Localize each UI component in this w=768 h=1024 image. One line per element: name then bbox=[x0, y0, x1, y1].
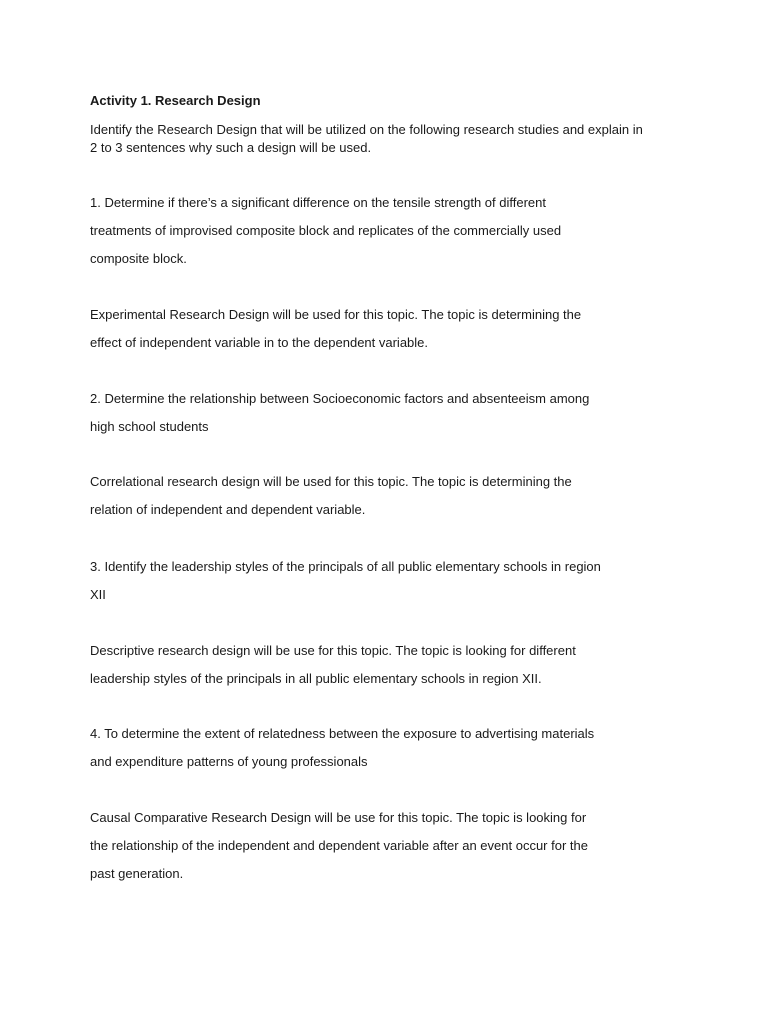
question-3-line: XII bbox=[90, 587, 106, 602]
answer-4-line: past generation. bbox=[90, 866, 184, 881]
question-1-line: treatments of improvised composite block and replicates of the commercially used bbox=[90, 223, 562, 238]
question-4-line: and expenditure patterns of young professionals bbox=[90, 754, 368, 769]
question-1-line: 1. Determine if there’s a significant difference on the tensile strength of different bbox=[90, 195, 546, 210]
answer-1-line: Experimental Research Design will be used for this topic. The topic is determining the bbox=[90, 307, 582, 322]
answer-3-line: leadership styles of the principals in all public elementary schools in region XII. bbox=[90, 671, 542, 686]
question-1 bbox=[90, 189, 690, 273]
instructions-line: 2 to 3 sentences why such a design will be used. bbox=[90, 140, 372, 155]
answer-4-line: the relationship of the independent and dependent variable after an event occur for the bbox=[90, 838, 588, 853]
answer-4 bbox=[90, 804, 690, 888]
answer-2 bbox=[90, 468, 690, 524]
question-4-line: 4. To determine the extent of relatedness between the exposure to advertising materials bbox=[90, 726, 595, 741]
question-4 bbox=[90, 720, 690, 776]
question-2-line: 2. Determine the relationship between Socioeconomic factors and absenteeism among bbox=[90, 391, 590, 406]
answer-2-line: Correlational research design will be used for this topic. The topic is determining the bbox=[90, 474, 572, 489]
instructions-paragraph bbox=[90, 121, 710, 157]
answer-2-line: relation of independent and dependent variable. bbox=[90, 502, 366, 517]
answer-3-line: Descriptive research design will be use for this topic. The topic is looking for different bbox=[90, 643, 576, 658]
question-2 bbox=[90, 385, 690, 441]
question-3-line: 3. Identify the leadership styles of the principals of all public elementary schools in region bbox=[90, 559, 601, 574]
document-title: Activity 1. Research Design bbox=[90, 93, 261, 108]
instructions-line: Identify the Research Design that will be utilized on the following research studies and explain in bbox=[90, 122, 643, 137]
answer-3 bbox=[90, 637, 690, 693]
answer-4-line: Causal Comparative Research Design will be use for this topic. The topic is looking for bbox=[90, 810, 587, 825]
answer-1 bbox=[90, 301, 690, 357]
answer-1-line: effect of independent variable in to the dependent variable. bbox=[90, 335, 429, 350]
question-2-line: high school students bbox=[90, 419, 209, 434]
question-1-line: composite block. bbox=[90, 251, 187, 266]
question-3 bbox=[90, 553, 690, 609]
